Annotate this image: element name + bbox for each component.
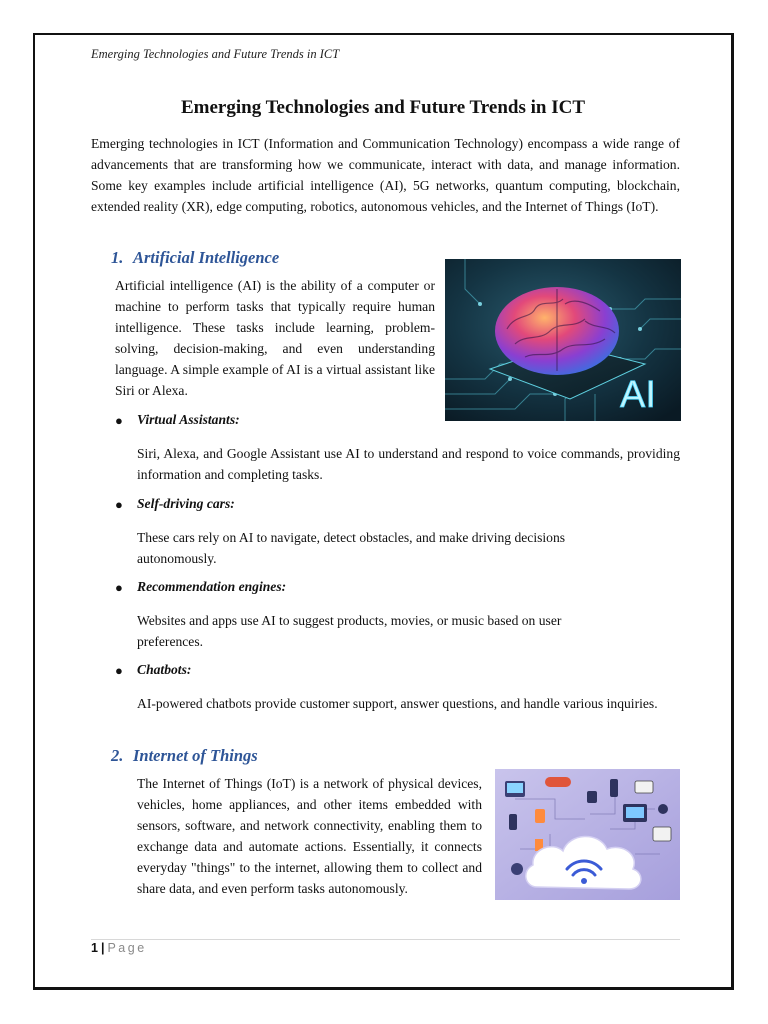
section-body-iot: The Internet of Things (IoT) is a network of physical devices, vehicles, home appliances, and other items embedded with sensors, software, and network connectivity, enabling them to exchange data and automate actions. Essentially, it connects everyday "things" to the internet, allowing them to collect and share data, and even perform tasks autonomously. [137,776,482,896]
iot-image [495,769,680,900]
bullet-desc-self-driving: These cars rely on AI to navigate, detect obstacles, and make driving decisions autonomously. [137,530,566,566]
section-title: Artificial Intelligence [133,248,280,267]
section-body-ai: Artificial intelligence (AI) is the ability of a computer or machine to perform tasks that typically require human intelligence. These tasks include learning, problem-solving, decision-making, and even understanding language. A simple example of AI is a virtual assistant like Siri or Alexa. [115,278,435,398]
section-number: 2. [111,746,124,765]
section-number: 1. [111,248,124,267]
section-heading-iot [111,746,258,766]
footer-divider [91,939,680,940]
bullet-title-chatbots: Chatbots: [137,662,192,677]
footer-separator: | [100,941,105,955]
ai-brain-image [445,259,681,421]
bullet-dot-icon: ● [115,497,123,512]
bullet-desc-virtual-assistants: Siri, Alexa, and Google Assistant use AI to understand and respond to voice commands, providing information and completing tasks. [137,446,680,482]
bullet-title-recommendation: Recommendation engines: [137,579,287,594]
ai-brain-illustration-icon [445,259,681,421]
document-page [33,33,734,990]
bullet-title-virtual-assistants: Virtual Assistants: [137,412,240,427]
bullet-dot-icon: ● [115,580,123,595]
bullet-title-self-driving: Self-driving cars: [137,496,235,511]
page-footer [91,941,147,955]
bullet-desc-recommendation: Websites and apps use AI to suggest products, movies, or music based on user preferences. [137,613,562,649]
bullet-dot-icon: ● [115,663,123,678]
intro-paragraph: Emerging technologies in ICT (Information and Communication Technology) encompass a wide range of advancements that are transforming how we communicate, interact with data, and manage information. Some key examples include artificial intelligence (AI), 5G networks, quantum computing, blockchain, extended reality (XR), edge computing, robotics, autonomous vehicles, and the Internet of Things (IoT). [91,136,680,214]
running-header: Emerging Technologies and Future Trends in ICT [91,47,340,61]
section-title: Internet of Things [133,746,258,765]
bullet-dot-icon: ● [115,413,123,428]
document-title: Emerging Technologies and Future Trends in ICT [180,97,585,118]
ai-text: AI [620,374,656,416]
page-word: Page [107,941,147,955]
page-number: 1 [91,941,98,955]
bullet-desc-chatbots: AI-powered chatbots provide customer support, answer questions, and handle various inquiries. [137,696,658,711]
section-heading-ai [111,248,279,268]
iot-cloud-wifi-illustration-icon [495,769,680,900]
